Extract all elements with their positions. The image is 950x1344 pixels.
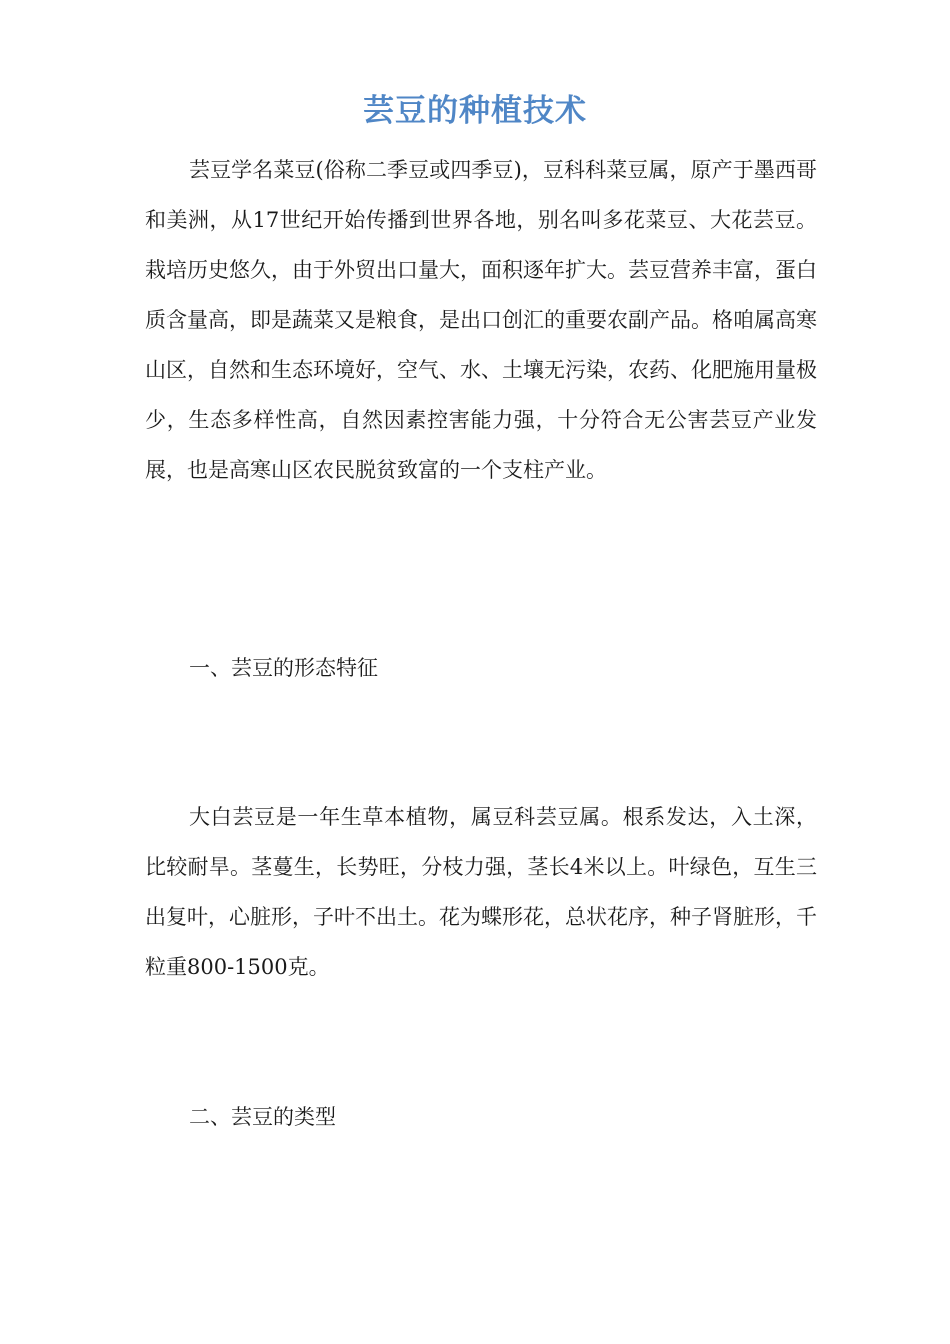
section-heading-types: 二、芸豆的类型 — [189, 1105, 336, 1129]
document-title: 芸豆的种植技术 — [363, 93, 587, 129]
morphology-paragraph: 大白芸豆是一年生草本植物，属豆科芸豆属。根系发达，入土深，比较耐旱。茎蔓生，长势旺，分枝力强，茎长4米以上。叶绿色，互生三出复叶，心脏形，子叶不出土。花为蝶形花，总状花序，种子肾脏形，千粒重800-1500克。 — [145, 805, 817, 979]
intro-paragraph: 芸豆学名菜豆(俗称二季豆或四季豆)，豆科科菜豆属，原产于墨西哥和美洲，从17世纪开始传播到世界各地，别名叫多花菜豆、大花芸豆。栽培历史悠久，由于外贸出口量大，面积逐年扩大。芸豆营养丰富，蛋白质含量高，即是蔬菜又是粮食，是出口创汇的重要农副产品。格咱属高寒山区，自然和生态环境好，空气、水、土壤无污染，农药、化肥施用量极少，生态多样性高，自然因素控害能力强，十分符合无公害芸豆产业发展，也是高寒山区农民脱贫致富的一个支柱产业。 — [145, 158, 817, 482]
section-heading-morphology: 一、芸豆的形态特征 — [189, 656, 378, 680]
